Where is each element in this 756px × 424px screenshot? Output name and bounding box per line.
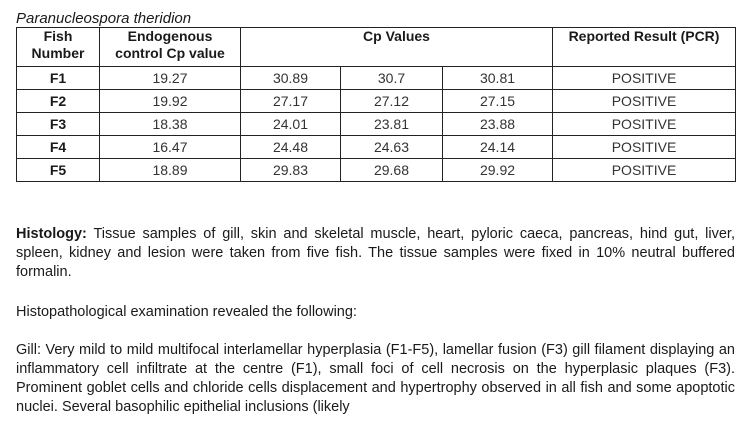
pcr-results-table	[16, 27, 736, 182]
table-row	[17, 136, 736, 159]
cp-value-cell: 24.14	[443, 136, 553, 159]
gill-paragraph: Gill: Very mild to mild multifocal interlamellar hyperplasia (F1-F5), lamellar fusion (F3) gill filament displaying an inflammatory cell infiltrate at the centre (F1), small foci of cell necrosis on the hyperplasic plaques (F3). Prominent goblet cells and chloride cells displacement and hypertrophy observed in all fish and some apoptotic nuclei. Several basophilic epithelial inclusions (likely	[16, 342, 735, 415]
result-cell: POSITIVE	[553, 90, 736, 113]
endogenous-cp-cell: 18.89	[100, 159, 241, 182]
header-cp-values: Cp Values	[241, 28, 553, 67]
table-row	[17, 90, 736, 113]
cp-value-cell: 27.15	[443, 90, 553, 113]
cp-value-cell: 24.48	[241, 136, 341, 159]
cp-value-cell: 29.68	[341, 159, 443, 182]
table-caption: Paranucleospora theridion	[16, 10, 192, 27]
endogenous-cp-cell: 16.47	[100, 136, 241, 159]
histology-paragraph	[16, 225, 735, 282]
fish-number-cell: F2	[17, 90, 100, 113]
result-cell: POSITIVE	[553, 136, 736, 159]
result-cell: POSITIVE	[553, 159, 736, 182]
fish-number-cell: F5	[17, 159, 100, 182]
header-endogenous-cp: Endogenous control Cp value	[100, 28, 241, 67]
histology-label: Histology:	[16, 226, 87, 242]
fish-number-cell: F1	[17, 67, 100, 90]
cp-value-cell: 24.01	[241, 113, 341, 136]
histology-text: Tissue samples of gill, skin and skeletal muscle, heart, pyloric caeca, pancreas, hind gut, liver, spleen, kidney and lesion were taken from five fish. The tissue samples were fixed in 10% neutral buffered formalin.	[16, 226, 735, 280]
result-cell: POSITIVE	[553, 67, 736, 90]
cp-value-cell: 30.81	[443, 67, 553, 90]
cp-value-cell: 29.92	[443, 159, 553, 182]
cp-value-cell: 27.17	[241, 90, 341, 113]
cp-value-cell: 24.63	[341, 136, 443, 159]
table-row	[17, 67, 736, 90]
cp-value-cell: 30.89	[241, 67, 341, 90]
cp-value-cell: 29.83	[241, 159, 341, 182]
examination-paragraph: Histopathological examination revealed the following:	[16, 304, 357, 320]
result-cell: POSITIVE	[553, 113, 736, 136]
table-row	[17, 113, 736, 136]
endogenous-cp-cell: 19.92	[100, 90, 241, 113]
cp-value-cell: 23.88	[443, 113, 553, 136]
table-row	[17, 159, 736, 182]
header-reported-result: Reported Result (PCR)	[553, 28, 736, 67]
table-header-row	[17, 28, 736, 67]
cp-value-cell: 23.81	[341, 113, 443, 136]
cp-value-cell: 30.7	[341, 67, 443, 90]
header-fish-number: Fish Number	[17, 28, 100, 67]
endogenous-cp-cell: 18.38	[100, 113, 241, 136]
cp-value-cell: 27.12	[341, 90, 443, 113]
fish-number-cell: F4	[17, 136, 100, 159]
endogenous-cp-cell: 19.27	[100, 67, 241, 90]
fish-number-cell: F3	[17, 113, 100, 136]
